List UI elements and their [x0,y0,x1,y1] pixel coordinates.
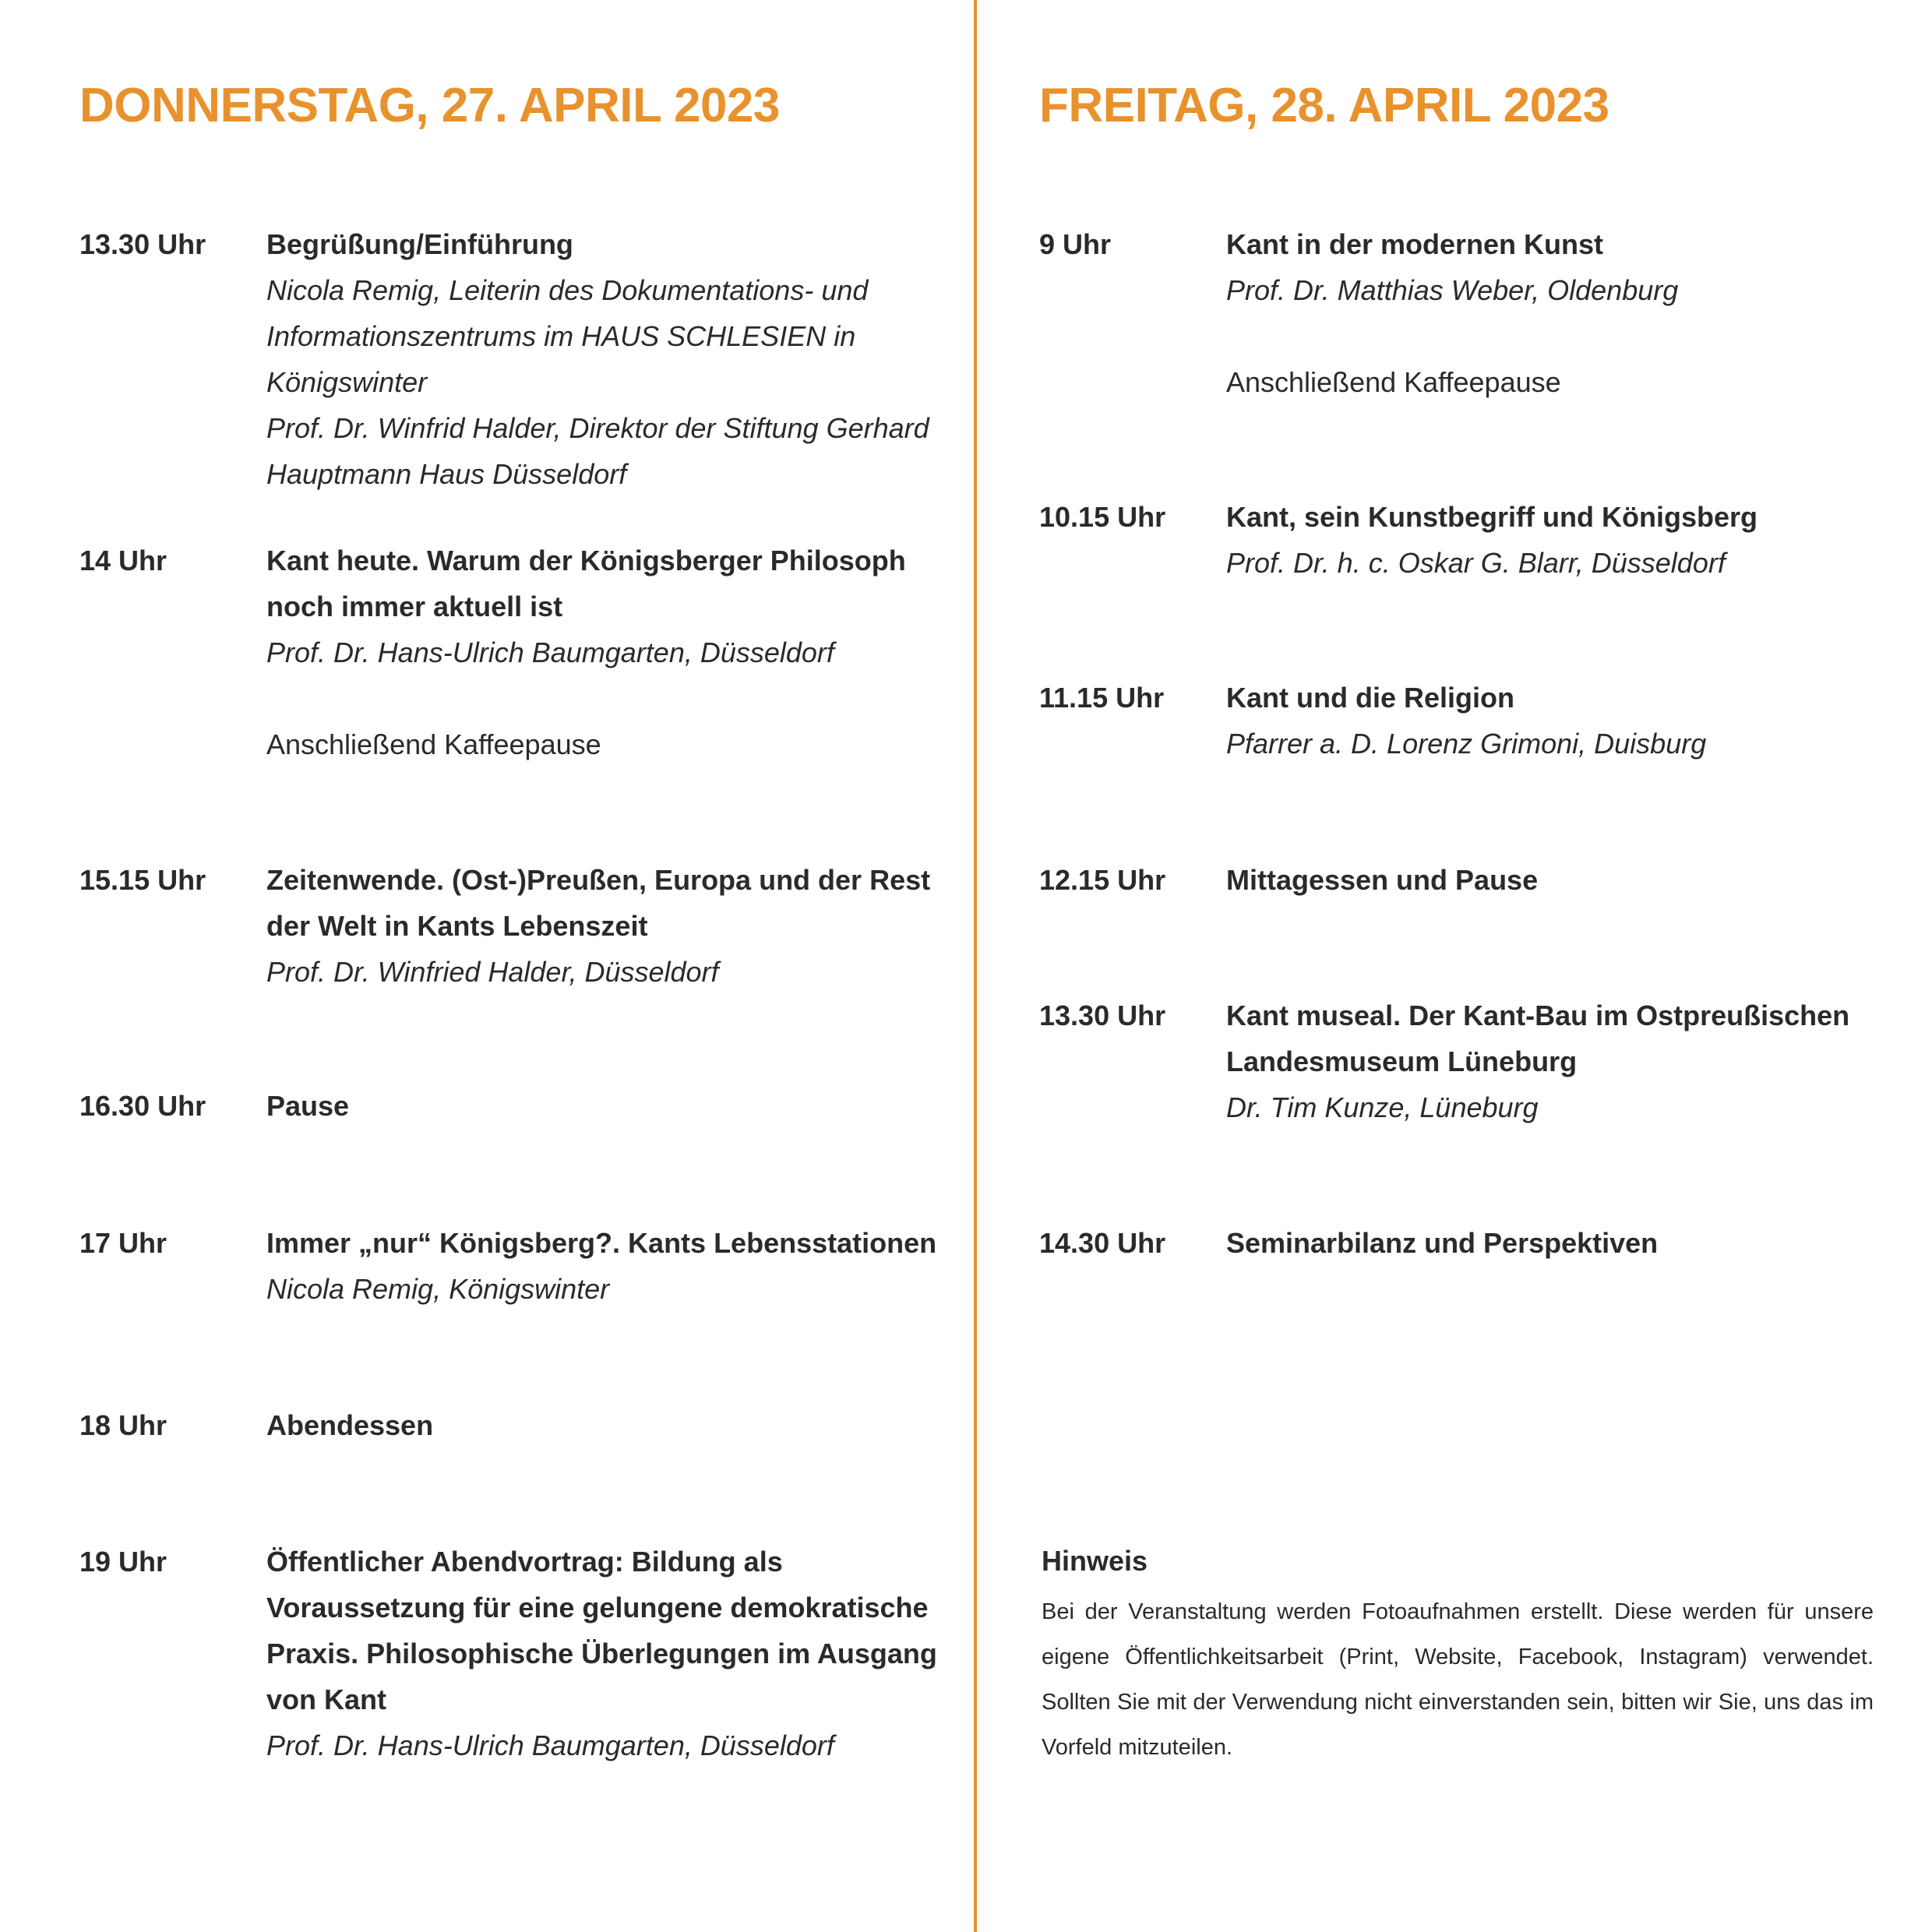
entry-title: Seminarbilanz und Perspektiven [1226,1227,1659,1259]
entry-title: Kant in der modernen Kunst [1226,228,1604,260]
entry-time: 15.15 Uhr [79,864,206,896]
entry-title: Zeitenwende. (Ost-)Preußen, Europa und der Rest der Welt in Kants Lebenszeit [266,864,931,942]
entry-time: 10.15 Uhr [1039,501,1166,533]
entry-time: 14 Uhr [79,545,167,576]
entry-speaker: Prof. Dr. Hans-Ulrich Baumgarten, Düsseldorf [266,636,834,668]
entry-speaker: Dr. Tim Kunze, Lüneburg [1226,1091,1539,1123]
program-entry [79,538,944,767]
friday-heading: FREITAG, 28. APRIL 2023 [1039,79,1609,132]
entry-title: Kant museal. Der Kant-Bau im Ostpreußischen Landesmuseum Lüneburg [1226,999,1850,1077]
entry-title: Abendessen [266,1409,434,1441]
thursday-heading: DONNERSTAG, 27. APRIL 2023 [79,79,780,132]
entry-speaker: Prof. Dr. Winfried Halder, Düsseldorf [266,956,719,988]
entry-title: Pause [266,1090,350,1122]
entry-time: 17 Uhr [79,1227,167,1259]
entry-time: 18 Uhr [79,1409,167,1441]
entry-speaker: Nicola Remig, Königswinter [266,1273,610,1305]
entry-time: 9 Uhr [1039,228,1112,260]
entry-time: 12.15 Uhr [1039,864,1166,896]
entry-speaker: Nicola Remig, Leiterin des Dokumentations- und Informationszentrums im HAUS SCHLESIEN in Königswinter [266,274,869,398]
entry-speaker: Pfarrer a. D. Lorenz Grimoni, Duisburg [1226,728,1707,760]
entry-time: 16.30 Uhr [79,1090,206,1122]
entry-title: Immer „nur“ Königsberg?. Kants Lebensstationen [266,1227,937,1259]
entry-speaker: Prof. Dr. Matthias Weber, Oldenburg [1226,274,1679,306]
program-entry [79,1402,944,1448]
column-divider [974,0,977,1932]
entry-title: Kant und die Religion [1226,682,1514,714]
notice-text: Bei der Veranstaltung werden Fotoaufnahmen erstellt. Diese werden für unsere eigene Öffentlichkeitsarbeit (Print, Website, Facebook, Instagram) verwendet. Sollten Sie mit der Verwendung nicht einverstanden sein, bitten wir Sie, uns das im Vorfeld mitzuteilen. [1042,1599,1874,1760]
program-entry [79,221,944,497]
entry-speaker: Prof. Dr. Winfrid Halder, Direktor der Stiftung Gerhard Hauptmann Haus Düsseldorf [266,412,929,490]
program-entry [79,1083,944,1129]
entry-note: Anschließend Kaffeepause [266,728,601,760]
program-entry [79,1220,944,1312]
program-entry [1039,221,1881,405]
notice-box [1042,1544,1874,1770]
entry-time: 13.30 Uhr [79,228,206,260]
entry-title: Begrüßung/Einführung [266,228,573,260]
entry-title: Kant heute. Warum der Königsberger Philosoph noch immer aktuell ist [266,545,906,622]
program-entry [79,1539,944,1768]
program-entry [1039,494,1881,586]
entry-time: 19 Uhr [79,1546,167,1578]
program-entry [1039,675,1881,767]
entry-title: Öffentlicher Abendvortrag: Bildung als Voraussetzung für eine gelungene demokratische Praxis. Philosophische Überlegungen im Ausgang von Kant [266,1546,937,1715]
entry-note: Anschließend Kaffeepause [1226,366,1561,398]
program-entry [1039,992,1881,1130]
entry-time: 11.15 Uhr [1039,682,1165,714]
program-entry [1039,1220,1881,1266]
entry-time: 13.30 Uhr [1039,999,1166,1031]
entry-title: Mittagessen und Pause [1226,864,1539,896]
entry-time: 14.30 Uhr [1039,1227,1166,1259]
notice-heading: Hinweis [1042,1545,1148,1577]
entry-speaker: Prof. Dr. Hans-Ulrich Baumgarten, Düsseldorf [266,1729,834,1761]
entry-title: Kant, sein Kunstbegriff und Königsberg [1226,501,1757,533]
program-entry [79,857,944,995]
entry-speaker: Prof. Dr. h. c. Oskar G. Blarr, Düsseldorf [1226,547,1726,579]
program-entry [1039,857,1881,903]
